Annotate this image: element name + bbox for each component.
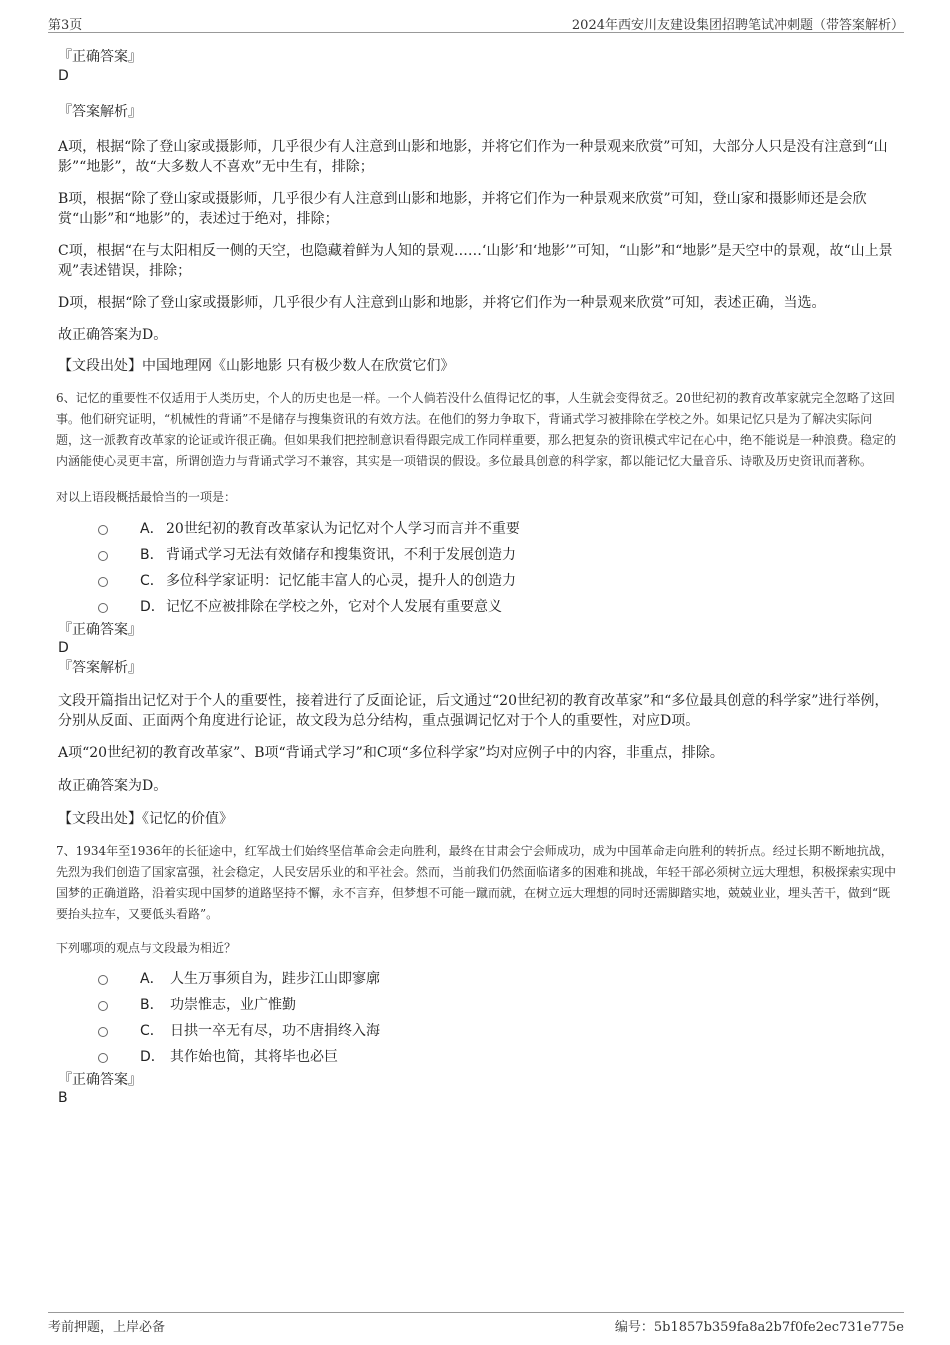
- option-letter: D．: [140, 1049, 165, 1065]
- option-b[interactable]: [56, 992, 896, 1018]
- analysis-conclusion: 故正确答案为D。: [58, 778, 168, 794]
- option-text: 功崇惟志，业广惟勤: [170, 997, 296, 1013]
- option-d[interactable]: [56, 594, 896, 620]
- radio-icon[interactable]: [98, 975, 108, 985]
- document-id: 编号：5b1857b359fa8a2b7f0fe2ec731e775e: [614, 1320, 904, 1335]
- option-text: 记忆不应被排除在学校之外，它对个人发展有重要意义: [166, 599, 502, 615]
- option-letter: B．: [140, 547, 164, 563]
- analysis-paragraph: D项，根据“除了登山家或摄影师，几乎很少有人注意到山影和地影，并将它们作为一种景观来欣赏”可知，表述正确，当选。: [58, 295, 826, 311]
- page-footer: [48, 1312, 904, 1335]
- question-prompt: 对以上语段概括最恰当的一项是：: [56, 490, 237, 504]
- option-text: 多位科学家证明：记忆能丰富人的心灵，提升人的创造力: [166, 573, 516, 589]
- option-text: 其作始也简，其将毕也必巨: [170, 1049, 338, 1065]
- answer-value: D: [58, 640, 69, 656]
- question-prompt: 下列哪项的观点与文段最为相近？: [56, 941, 237, 955]
- answer-value: B: [58, 1090, 68, 1106]
- source-citation: 【文段出处】中国地理网《山影地影 只有极少数人在欣赏它们》: [58, 358, 455, 374]
- analysis-paragraph: C项，根据“在与太阳相反一侧的天空，也隐藏着鲜为人知的景观……‘山影’和‘地影’”可知，“山影”和“地影”是天空中的景观，故“山上景观”表述错误，排除；: [58, 243, 893, 279]
- answer-label: 『正确答案』: [58, 622, 142, 638]
- page-content: [56, 46, 896, 1107]
- option-text: 20世纪初的教育改革家认为记忆对个人学习而言并不重要: [166, 521, 520, 537]
- analysis-label: 『答案解析』: [58, 104, 142, 120]
- analysis-paragraph: 文段开篇指出记忆对于个人的重要性，接着进行了反面论证，后文通过“20世纪初的教育改革家”和“多位最具创意的科学家”进行举例，分别从反面、正面两个角度进行论证，故文段为总分结构，重点强调记忆对于个人的重要性，对应D项。: [58, 693, 889, 729]
- page-number: 第3页: [48, 18, 83, 33]
- option-text: 日拱一卒无有尽，功不唐捐终入海: [170, 1023, 380, 1039]
- option-text: 人生万事须自为，跬步江山即寥廓: [170, 971, 380, 987]
- option-text: 背诵式学习无法有效储存和搜集资讯，不利于发展创造力: [166, 547, 516, 563]
- answer-label: 『正确答案』: [58, 1072, 142, 1088]
- option-letter: D．: [140, 599, 165, 615]
- answer-label: 『正确答案』: [58, 49, 142, 65]
- analysis-paragraph: B项，根据“除了登山家或摄影师，几乎很少有人注意到山影和地影，并将它们作为一种景观来欣赏”可知，登山家和摄影师还是会欣赏“山影”和“地影”的，表述过于绝对，排除；: [58, 191, 867, 227]
- option-a[interactable]: [56, 966, 896, 992]
- document-title: 2024年西安川友建设集团招聘笔试冲刺题（带答案解析）: [571, 18, 904, 33]
- option-a[interactable]: [56, 516, 896, 542]
- option-letter: A．: [140, 521, 164, 537]
- option-d[interactable]: [56, 1044, 896, 1070]
- option-letter: C．: [140, 573, 164, 589]
- option-list: [56, 516, 896, 620]
- radio-icon[interactable]: [98, 603, 108, 613]
- analysis-paragraph: A项，根据“除了登山家或摄影师，几乎很少有人注意到山影和地影，并将它们作为一种景观来欣赏”可知，大部分人只是没有注意到“山影”“地影”，故“大多数人不喜欢”无中生有，排除；: [58, 139, 888, 175]
- radio-icon[interactable]: [98, 1027, 108, 1037]
- option-letter: C．: [140, 1023, 164, 1039]
- option-c[interactable]: [56, 1018, 896, 1044]
- question-text: 7、1934年至1936年的长征途中，红军战士们始终坚信革命会走向胜利，最终在甘肃会宁会师成功，成为中国革命走向胜利的转折点。经过长期不断地抗战，先烈为我们创造了国家富强，社会稳定，人民安居乐业的和平社会。然而，当前我们仍然面临诸多的困难和挑战，年轻干部必须树立远大理想，积极探索实现中国梦的正确道路，沿着实现中国梦的道路坚持不懈，永不言弃，但梦想不可能一蹴而就，在树立远大理想的同时还需脚踏实地，兢兢业业，埋头苦干，做到“既要抬头拉车，又要低头看路”。: [56, 844, 897, 921]
- radio-icon[interactable]: [98, 1053, 108, 1063]
- radio-icon[interactable]: [98, 577, 108, 587]
- option-letter: B．: [140, 997, 164, 1013]
- option-b[interactable]: [56, 542, 896, 568]
- page-header: [48, 12, 904, 33]
- analysis-paragraph: A项“20世纪初的教育改革家”、B项“背诵式学习”和C项“多位科学家”均对应例子中的内容，非重点，排除。: [58, 745, 724, 761]
- analysis-label: 『答案解析』: [58, 660, 142, 676]
- option-list: [56, 966, 896, 1070]
- radio-icon[interactable]: [98, 525, 108, 535]
- radio-icon[interactable]: [98, 551, 108, 561]
- option-letter: A．: [140, 971, 164, 987]
- option-c[interactable]: [56, 568, 896, 594]
- question-text: 6、记忆的重要性不仅适用于人类历史，个人的历史也是一样。一个人倘若没什么值得记忆的事，人生就会变得贫乏。20世纪初的教育改革家就完全忽略了这回事。他们研究证明，“机械性的背诵”不是储存与搜集资讯的有效方法。在他们的努力争取下，背诵式学习被排除在学校之外。如果记忆只是为了解决实际问题，这一派教育改革家的论证或许很正确。但如果我们把控制意识看得跟完成工作同样重要，那么把复杂的资讯模式牢记在心中，绝不能说是一种浪费。稳定的内涵能使心灵更丰富，所谓创造力与背诵式学习不兼容，其实是一项错误的假设。多位最具创意的科学家，都以能记忆大量音乐、诗歌及历史资讯而著称。: [56, 391, 897, 468]
- footer-slogan: 考前押题，上岸必备: [48, 1320, 166, 1335]
- source-citation: 【文段出处】《记忆的价值》: [58, 811, 233, 827]
- analysis-conclusion: 故正确答案为D。: [58, 327, 168, 343]
- answer-value: D: [58, 68, 69, 84]
- radio-icon[interactable]: [98, 1001, 108, 1011]
